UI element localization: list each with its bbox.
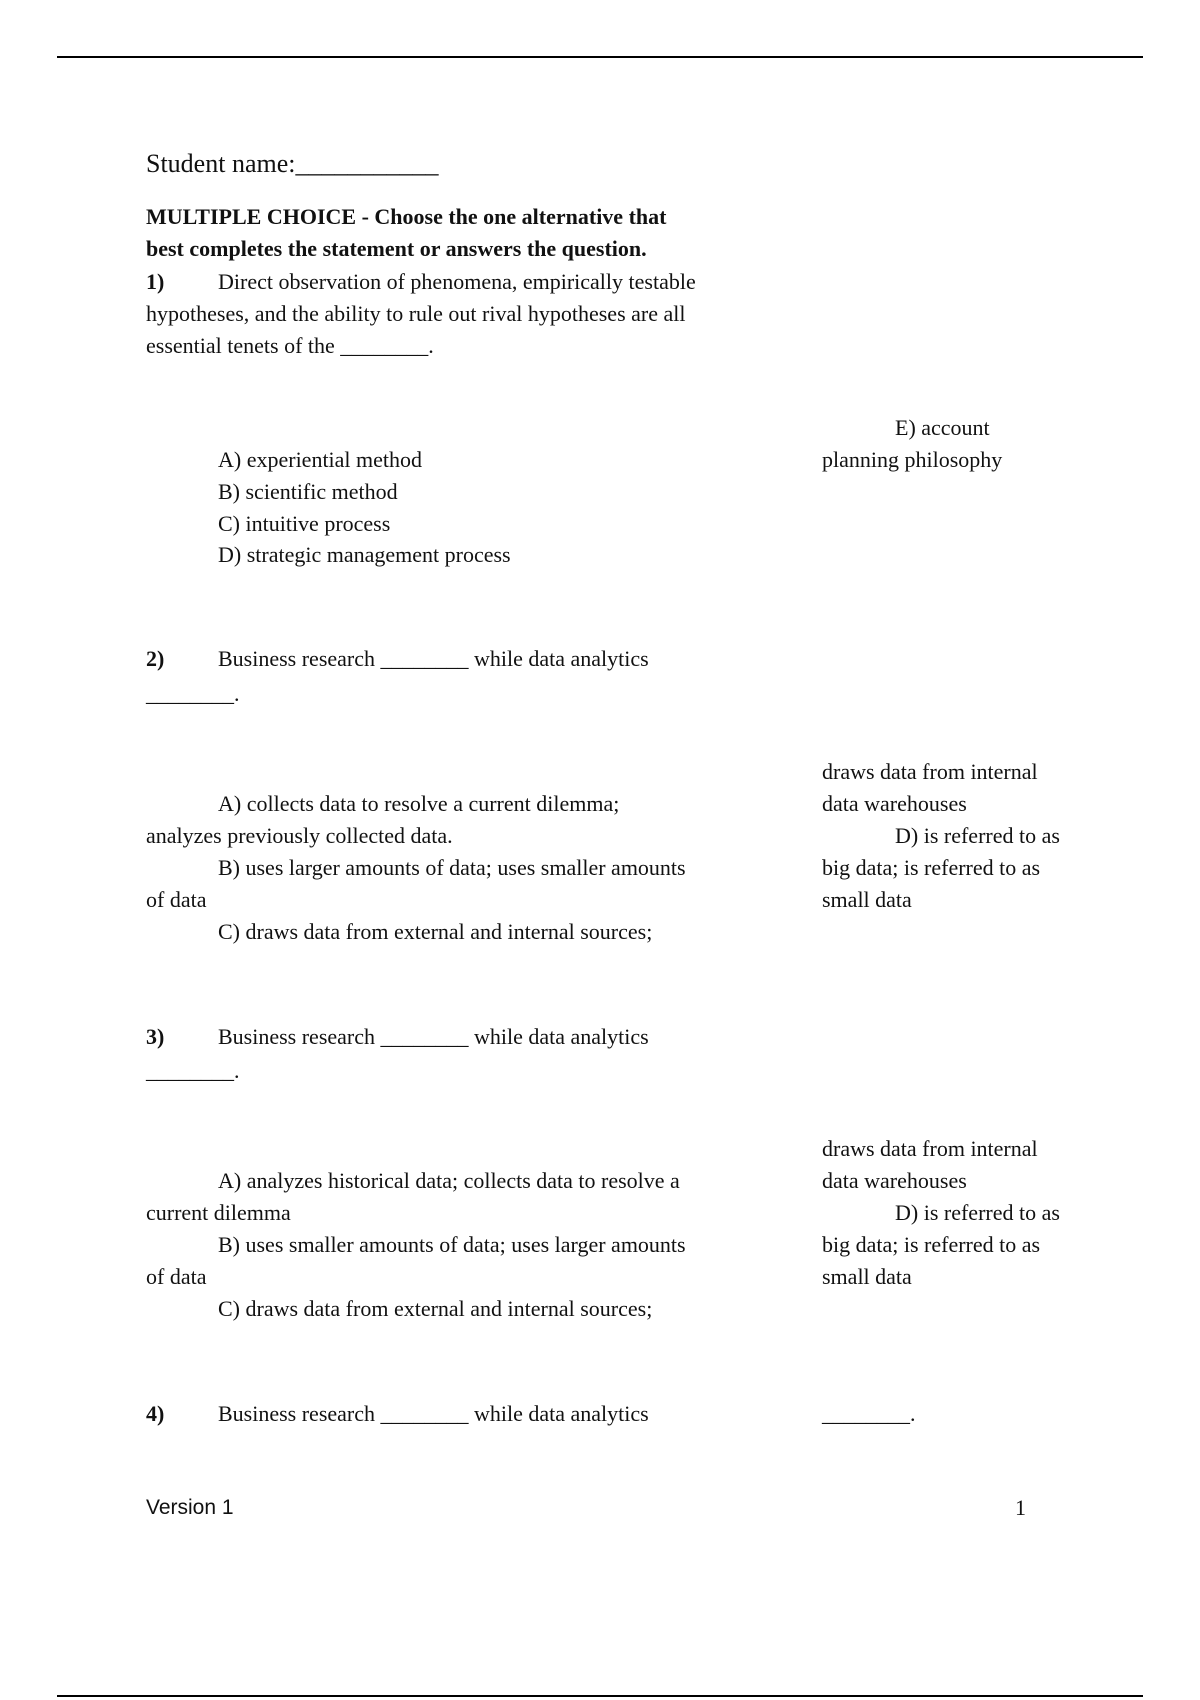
question-3-right-line: small data bbox=[822, 1264, 912, 1289]
question-3-stem-line: Business research ________ while data analytics bbox=[218, 1024, 649, 1049]
question-3-option-b-cont: of data bbox=[146, 1264, 207, 1289]
question-3-right-line: data warehouses bbox=[822, 1168, 967, 1193]
question-1-option-a: A) experiential method bbox=[218, 447, 423, 472]
question-1-stem-line: essential tenets of the ________. bbox=[146, 333, 434, 358]
question-3-number: 3) bbox=[146, 1024, 165, 1049]
question-2-right-line: draws data from internal bbox=[822, 759, 1038, 784]
question-4-number: 4) bbox=[146, 1401, 165, 1426]
question-3-option-b: B) uses smaller amounts of data; uses larger amounts bbox=[218, 1232, 686, 1257]
question-1-option-e: E) account bbox=[895, 415, 990, 440]
bottom-rule bbox=[57, 1695, 1143, 1697]
question-1-stem-line: hypotheses, and the ability to rule out rival hypotheses are all bbox=[146, 301, 686, 326]
footer-page-number: 1 bbox=[1015, 1495, 1026, 1520]
question-2-right-line: small data bbox=[822, 887, 912, 912]
question-3-option-a: A) analyzes historical data; collects data to resolve a bbox=[218, 1168, 680, 1193]
question-4-stem-blank: ________. bbox=[822, 1401, 916, 1426]
question-3-stem-line: ________. bbox=[146, 1058, 240, 1083]
instructions-line-2: best completes the statement or answers the question. bbox=[146, 236, 647, 261]
question-2-stem-line: Business research ________ while data analytics bbox=[218, 646, 649, 671]
question-2-right-line: data warehouses bbox=[822, 791, 967, 816]
question-2-option-a: A) collects data to resolve a current dilemma; bbox=[218, 791, 620, 816]
question-1-option-b: B) scientific method bbox=[218, 479, 398, 504]
question-2-option-b-cont: of data bbox=[146, 887, 207, 912]
question-1-option-c: C) intuitive process bbox=[218, 511, 391, 536]
question-2-right-line: big data; is referred to as bbox=[822, 855, 1041, 880]
question-1-option-e-cont: planning philosophy bbox=[822, 447, 1003, 472]
student-name-label: Student name:___________ bbox=[146, 149, 439, 178]
top-rule bbox=[57, 56, 1143, 58]
question-3-right-line: big data; is referred to as bbox=[822, 1232, 1041, 1257]
question-3-option-c: C) draws data from external and internal sources; bbox=[218, 1296, 653, 1321]
footer-version: Version 1 bbox=[146, 1496, 234, 1519]
question-2-option-d: D) is referred to as bbox=[895, 823, 1060, 848]
question-3-option-d: D) is referred to as bbox=[895, 1200, 1060, 1225]
question-1-stem-line: Direct observation of phenomena, empirically testable bbox=[218, 269, 696, 294]
question-3-right-line: draws data from internal bbox=[822, 1136, 1038, 1161]
question-2-option-c: C) draws data from external and internal sources; bbox=[218, 919, 653, 944]
question-2-number: 2) bbox=[146, 646, 165, 671]
question-1-option-d: D) strategic management process bbox=[218, 542, 511, 567]
question-3-option-a-cont: current dilemma bbox=[146, 1200, 291, 1225]
question-2-option-a-cont: analyzes previously collected data. bbox=[146, 823, 453, 848]
question-1-number: 1) bbox=[146, 269, 165, 294]
question-4-stem-line: Business research ________ while data analytics bbox=[218, 1401, 649, 1426]
instructions-line-1: MULTIPLE CHOICE - Choose the one alternative that bbox=[146, 204, 667, 229]
question-2-option-b: B) uses larger amounts of data; uses smaller amounts bbox=[218, 855, 686, 880]
question-2-stem-line: ________. bbox=[146, 681, 240, 706]
